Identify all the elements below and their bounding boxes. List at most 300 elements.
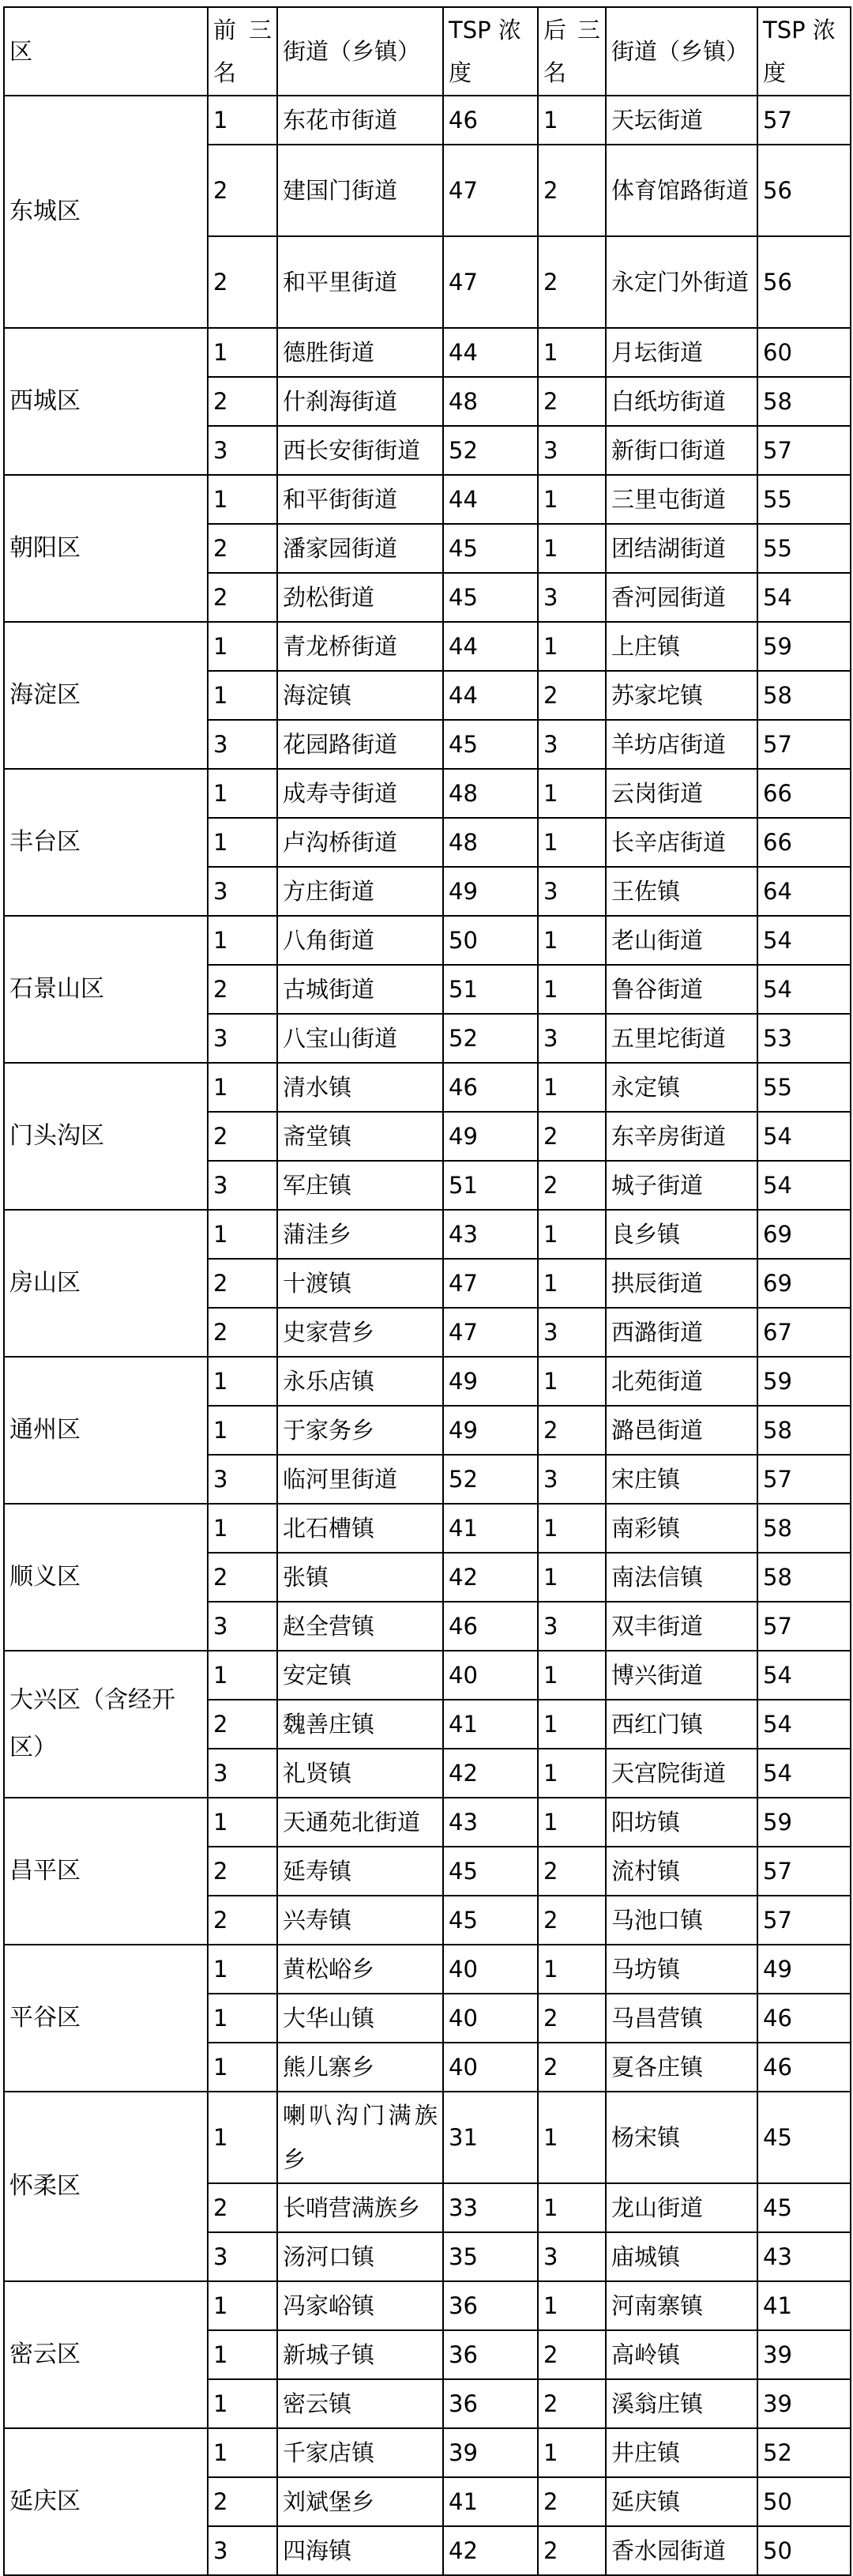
bottom-street-cell: 东辛房街道 (606, 1112, 757, 1161)
top-tsp-cell: 45 (443, 573, 538, 622)
top-rank-cell: 1 (208, 2428, 277, 2477)
top-street-cell: 延寿镇 (277, 1847, 443, 1896)
top-tsp-cell: 40 (443, 2043, 538, 2092)
top-tsp-cell: 44 (443, 671, 538, 720)
bottom-tsp-cell: 54 (757, 573, 851, 622)
bottom-street-cell: 上庄镇 (606, 622, 757, 671)
top-street-cell: 德胜街道 (277, 328, 443, 377)
tsp-ranking-table (3, 6, 851, 2576)
table-row (4, 1945, 851, 1994)
top-rank-cell: 1 (208, 96, 277, 145)
top-rank-cell: 1 (208, 1063, 277, 1112)
top-rank-cell: 1 (208, 2092, 277, 2183)
bottom-tsp-cell: 43 (757, 2232, 851, 2281)
top-street-cell: 蒲洼乡 (277, 1210, 443, 1259)
top-street-cell: 斋堂镇 (277, 1112, 443, 1161)
top-rank-cell: 3 (208, 426, 277, 475)
bottom-tsp-cell: 58 (757, 377, 851, 426)
district-name-cell: 通州区 (4, 1357, 208, 1504)
top-tsp-cell: 40 (443, 1994, 538, 2043)
bottom-tsp-cell: 53 (757, 1014, 851, 1063)
top-tsp-cell: 42 (443, 2526, 538, 2575)
bottom-tsp-cell: 57 (757, 1602, 851, 1651)
bottom-tsp-cell: 57 (757, 96, 851, 145)
table-row (4, 1063, 851, 1112)
top-rank-cell: 1 (208, 2379, 277, 2428)
top-tsp-cell: 45 (443, 524, 538, 573)
bottom-rank-cell: 1 (538, 818, 606, 867)
top-tsp-cell: 43 (443, 1210, 538, 1259)
bottom-rank-cell: 1 (538, 96, 606, 145)
table-row (4, 916, 851, 965)
bottom-street-cell: 鲁谷街道 (606, 965, 757, 1014)
top-rank-cell: 1 (208, 1994, 277, 2043)
top-street-cell: 军庄镇 (277, 1161, 443, 1210)
top-tsp-cell: 41 (443, 2477, 538, 2526)
top-street-cell: 潘家园街道 (277, 524, 443, 573)
bottom-street-cell: 博兴街道 (606, 1651, 757, 1700)
top-tsp-cell: 42 (443, 1553, 538, 1602)
bottom-rank-cell: 2 (538, 1896, 606, 1945)
table-row (4, 1504, 851, 1553)
top-street-cell: 海淀镇 (277, 671, 443, 720)
bottom-street-cell: 永定门外街道 (606, 236, 757, 328)
district-name-cell: 平谷区 (4, 1945, 208, 2092)
bottom-street-cell: 河南寨镇 (606, 2281, 757, 2330)
top-tsp-cell: 49 (443, 867, 538, 916)
top-street-cell: 清水镇 (277, 1063, 443, 1112)
top-street-cell: 古城街道 (277, 965, 443, 1014)
top-street-cell: 于家务乡 (277, 1406, 443, 1455)
bottom-street-cell: 阳坊镇 (606, 1798, 757, 1847)
bottom-street-cell: 香河园街道 (606, 573, 757, 622)
district-name-cell: 石景山区 (4, 916, 208, 1063)
top-tsp-cell: 47 (443, 236, 538, 328)
bottom-street-cell: 延庆镇 (606, 2477, 757, 2526)
top-tsp-cell: 49 (443, 1357, 538, 1406)
top-street-cell: 青龙桥街道 (277, 622, 443, 671)
top-rank-cell: 1 (208, 475, 277, 524)
bottom-tsp-cell: 39 (757, 2330, 851, 2379)
bottom-street-cell: 杨宋镇 (606, 2092, 757, 2183)
table-row (4, 1357, 851, 1406)
bottom-street-cell: 城子街道 (606, 1161, 757, 1210)
bottom-rank-cell: 1 (538, 916, 606, 965)
bottom-rank-cell: 1 (538, 1259, 606, 1308)
top-rank-cell: 1 (208, 818, 277, 867)
top-rank-cell: 1 (208, 1357, 277, 1406)
top-rank-cell: 1 (208, 769, 277, 818)
bottom-street-cell: 永定镇 (606, 1063, 757, 1112)
header-bottom-rank: 后三名 (538, 7, 606, 96)
district-name-cell: 丰台区 (4, 769, 208, 916)
bottom-rank-cell: 2 (538, 145, 606, 236)
bottom-street-cell: 流村镇 (606, 1847, 757, 1896)
bottom-rank-cell: 1 (538, 1945, 606, 1994)
district-name-cell: 昌平区 (4, 1798, 208, 1945)
bottom-rank-cell: 1 (538, 769, 606, 818)
top-tsp-cell: 33 (443, 2183, 538, 2232)
top-tsp-cell: 48 (443, 818, 538, 867)
table-row (4, 769, 851, 818)
bottom-rank-cell: 2 (538, 1112, 606, 1161)
header-district: 区 (4, 7, 208, 96)
top-tsp-cell: 45 (443, 720, 538, 769)
bottom-street-cell: 井庄镇 (606, 2428, 757, 2477)
top-street-cell: 冯家峪镇 (277, 2281, 443, 2330)
bottom-street-cell: 云岗街道 (606, 769, 757, 818)
district-name-cell: 东城区 (4, 96, 208, 328)
bottom-street-cell: 月坛街道 (606, 328, 757, 377)
bottom-rank-cell: 1 (538, 2281, 606, 2330)
bottom-tsp-cell: 64 (757, 867, 851, 916)
bottom-street-cell: 天坛街道 (606, 96, 757, 145)
bottom-street-cell: 马池口镇 (606, 1896, 757, 1945)
bottom-tsp-cell: 45 (757, 2092, 851, 2183)
bottom-rank-cell: 2 (538, 1847, 606, 1896)
top-street-cell: 史家营乡 (277, 1308, 443, 1357)
bottom-rank-cell: 1 (538, 1700, 606, 1749)
top-street-cell: 东花市街道 (277, 96, 443, 145)
top-street-cell: 安定镇 (277, 1651, 443, 1700)
bottom-tsp-cell: 54 (757, 1651, 851, 1700)
district-name-cell: 密云区 (4, 2281, 208, 2428)
bottom-tsp-cell: 55 (757, 524, 851, 573)
top-tsp-cell: 44 (443, 475, 538, 524)
top-tsp-cell: 45 (443, 1896, 538, 1945)
district-name-cell: 怀柔区 (4, 2092, 208, 2281)
bottom-street-cell: 三里屯街道 (606, 475, 757, 524)
bottom-tsp-cell: 56 (757, 236, 851, 328)
top-rank-cell: 1 (208, 1406, 277, 1455)
bottom-street-cell: 王佐镇 (606, 867, 757, 916)
bottom-rank-cell: 1 (538, 1210, 606, 1259)
top-street-cell: 喇叭沟门满族乡 (277, 2092, 443, 2183)
top-tsp-cell: 41 (443, 1700, 538, 1749)
top-street-cell: 花园路街道 (277, 720, 443, 769)
bottom-rank-cell: 1 (538, 475, 606, 524)
bottom-rank-cell: 1 (538, 1504, 606, 1553)
top-rank-cell: 1 (208, 1504, 277, 1553)
bottom-tsp-cell: 59 (757, 1798, 851, 1847)
bottom-rank-cell: 1 (538, 1651, 606, 1700)
top-street-cell: 八宝山街道 (277, 1014, 443, 1063)
top-rank-cell: 3 (208, 867, 277, 916)
top-rank-cell: 1 (208, 671, 277, 720)
top-tsp-cell: 40 (443, 1651, 538, 1700)
table-row (4, 2281, 851, 2330)
top-tsp-cell: 48 (443, 377, 538, 426)
bottom-tsp-cell: 66 (757, 769, 851, 818)
bottom-rank-cell: 3 (538, 1308, 606, 1357)
top-tsp-cell: 43 (443, 1798, 538, 1847)
district-name-cell: 延庆区 (4, 2428, 208, 2575)
top-street-cell: 兴寿镇 (277, 1896, 443, 1945)
top-rank-cell: 3 (208, 2232, 277, 2281)
top-street-cell: 成寿寺街道 (277, 769, 443, 818)
bottom-rank-cell: 1 (538, 1063, 606, 1112)
bottom-tsp-cell: 67 (757, 1308, 851, 1357)
top-rank-cell: 2 (208, 1112, 277, 1161)
top-rank-cell: 1 (208, 1210, 277, 1259)
bottom-street-cell: 西潞街道 (606, 1308, 757, 1357)
bottom-tsp-cell: 57 (757, 720, 851, 769)
bottom-street-cell: 高岭镇 (606, 2330, 757, 2379)
table-row (4, 1210, 851, 1259)
top-rank-cell: 3 (208, 1602, 277, 1651)
top-street-cell: 赵全营镇 (277, 1602, 443, 1651)
bottom-rank-cell: 1 (538, 328, 606, 377)
bottom-rank-cell: 2 (538, 2330, 606, 2379)
bottom-tsp-cell: 69 (757, 1259, 851, 1308)
top-tsp-cell: 51 (443, 1161, 538, 1210)
bottom-tsp-cell: 46 (757, 1994, 851, 2043)
bottom-street-cell: 长辛店街道 (606, 818, 757, 867)
bottom-street-cell: 苏家坨镇 (606, 671, 757, 720)
top-rank-cell: 3 (208, 1455, 277, 1504)
table-row (4, 2092, 851, 2183)
top-rank-cell: 2 (208, 236, 277, 328)
top-tsp-cell: 35 (443, 2232, 538, 2281)
bottom-rank-cell: 3 (538, 720, 606, 769)
top-street-cell: 西长安街街道 (277, 426, 443, 475)
top-street-cell: 永乐店镇 (277, 1357, 443, 1406)
bottom-street-cell: 新街口街道 (606, 426, 757, 475)
top-rank-cell: 3 (208, 1161, 277, 1210)
top-rank-cell: 1 (208, 916, 277, 965)
bottom-tsp-cell: 59 (757, 1357, 851, 1406)
top-tsp-cell: 46 (443, 96, 538, 145)
top-rank-cell: 2 (208, 573, 277, 622)
bottom-rank-cell: 2 (538, 236, 606, 328)
bottom-tsp-cell: 60 (757, 328, 851, 377)
bottom-tsp-cell: 57 (757, 1896, 851, 1945)
bottom-rank-cell: 3 (538, 573, 606, 622)
bottom-tsp-cell: 58 (757, 1406, 851, 1455)
bottom-rank-cell: 2 (538, 671, 606, 720)
bottom-rank-cell: 3 (538, 2232, 606, 2281)
bottom-rank-cell: 2 (538, 2526, 606, 2575)
top-rank-cell: 2 (208, 524, 277, 573)
top-street-cell: 张镇 (277, 1553, 443, 1602)
top-tsp-cell: 39 (443, 2428, 538, 2477)
top-rank-cell: 1 (208, 1798, 277, 1847)
bottom-street-cell: 南法信镇 (606, 1553, 757, 1602)
bottom-tsp-cell: 49 (757, 1945, 851, 1994)
top-tsp-cell: 47 (443, 1308, 538, 1357)
top-tsp-cell: 46 (443, 1063, 538, 1112)
bottom-tsp-cell: 55 (757, 1063, 851, 1112)
bottom-street-cell: 溪翁庄镇 (606, 2379, 757, 2428)
bottom-rank-cell: 2 (538, 1994, 606, 2043)
bottom-rank-cell: 1 (538, 2183, 606, 2232)
top-rank-cell: 2 (208, 1553, 277, 1602)
bottom-street-cell: 双丰街道 (606, 1602, 757, 1651)
top-rank-cell: 3 (208, 720, 277, 769)
top-tsp-cell: 41 (443, 1504, 538, 1553)
table-row (4, 328, 851, 377)
top-tsp-cell: 50 (443, 916, 538, 965)
top-tsp-cell: 31 (443, 2092, 538, 2183)
bottom-street-cell: 拱辰街道 (606, 1259, 757, 1308)
top-street-cell: 新城子镇 (277, 2330, 443, 2379)
header-top-street: 街道（乡镇） (277, 7, 443, 96)
bottom-rank-cell: 2 (538, 1161, 606, 1210)
top-street-cell: 十渡镇 (277, 1259, 443, 1308)
top-rank-cell: 1 (208, 2043, 277, 2092)
bottom-tsp-cell: 46 (757, 2043, 851, 2092)
top-rank-cell: 2 (208, 1896, 277, 1945)
bottom-street-cell: 马昌营镇 (606, 1994, 757, 2043)
top-rank-cell: 3 (208, 1014, 277, 1063)
bottom-tsp-cell: 57 (757, 426, 851, 475)
bottom-rank-cell: 1 (538, 2428, 606, 2477)
bottom-rank-cell: 1 (538, 1798, 606, 1847)
top-street-cell: 建国门街道 (277, 145, 443, 236)
bottom-rank-cell: 2 (538, 377, 606, 426)
bottom-street-cell: 夏各庄镇 (606, 2043, 757, 2092)
bottom-street-cell: 老山街道 (606, 916, 757, 965)
bottom-street-cell: 五里坨街道 (606, 1014, 757, 1063)
district-name-cell: 海淀区 (4, 622, 208, 769)
top-tsp-cell: 52 (443, 1014, 538, 1063)
district-name-cell: 大兴区（含经开区） (4, 1651, 208, 1798)
top-rank-cell: 3 (208, 1749, 277, 1798)
top-rank-cell: 2 (208, 2183, 277, 2232)
bottom-rank-cell: 1 (538, 2092, 606, 2183)
top-rank-cell: 3 (208, 2526, 277, 2575)
top-tsp-cell: 36 (443, 2281, 538, 2330)
bottom-rank-cell: 1 (538, 1749, 606, 1798)
header-bottom-street: 街道（乡镇） (606, 7, 757, 96)
bottom-rank-cell: 3 (538, 1014, 606, 1063)
bottom-rank-cell: 3 (538, 426, 606, 475)
top-street-cell: 汤河口镇 (277, 2232, 443, 2281)
top-rank-cell: 1 (208, 2330, 277, 2379)
top-street-cell: 礼贤镇 (277, 1749, 443, 1798)
top-tsp-cell: 42 (443, 1749, 538, 1798)
bottom-rank-cell: 1 (538, 524, 606, 573)
top-street-cell: 北石槽镇 (277, 1504, 443, 1553)
top-street-cell: 黄松峪乡 (277, 1945, 443, 1994)
bottom-rank-cell: 2 (538, 2043, 606, 2092)
top-rank-cell: 2 (208, 2477, 277, 2526)
bottom-street-cell: 南彩镇 (606, 1504, 757, 1553)
bottom-rank-cell: 1 (538, 622, 606, 671)
district-name-cell: 朝阳区 (4, 475, 208, 622)
top-tsp-cell: 36 (443, 2330, 538, 2379)
bottom-tsp-cell: 39 (757, 2379, 851, 2428)
bottom-tsp-cell: 50 (757, 2526, 851, 2575)
top-rank-cell: 2 (208, 377, 277, 426)
bottom-street-cell: 龙山街道 (606, 2183, 757, 2232)
bottom-tsp-cell: 54 (757, 1749, 851, 1798)
top-tsp-cell: 45 (443, 1847, 538, 1896)
table-row (4, 96, 851, 145)
top-street-cell: 四海镇 (277, 2526, 443, 2575)
bottom-rank-cell: 3 (538, 867, 606, 916)
district-name-cell: 房山区 (4, 1210, 208, 1357)
top-street-cell: 魏善庄镇 (277, 1700, 443, 1749)
bottom-street-cell: 天宫院街道 (606, 1749, 757, 1798)
bottom-street-cell: 潞邑街道 (606, 1406, 757, 1455)
bottom-rank-cell: 1 (538, 1553, 606, 1602)
bottom-rank-cell: 3 (538, 1602, 606, 1651)
top-street-cell: 什刹海街道 (277, 377, 443, 426)
bottom-tsp-cell: 54 (757, 1700, 851, 1749)
top-rank-cell: 1 (208, 622, 277, 671)
top-rank-cell: 1 (208, 2281, 277, 2330)
top-tsp-cell: 40 (443, 1945, 538, 1994)
top-street-cell: 密云镇 (277, 2379, 443, 2428)
top-rank-cell: 2 (208, 1700, 277, 1749)
bottom-street-cell: 庙城镇 (606, 2232, 757, 2281)
bottom-street-cell: 宋庄镇 (606, 1455, 757, 1504)
top-street-cell: 和平里街道 (277, 236, 443, 328)
bottom-tsp-cell: 55 (757, 475, 851, 524)
bottom-tsp-cell: 58 (757, 671, 851, 720)
bottom-street-cell: 北苑街道 (606, 1357, 757, 1406)
top-street-cell: 八角街道 (277, 916, 443, 965)
top-street-cell: 劲松街道 (277, 573, 443, 622)
bottom-street-cell: 体育馆路街道 (606, 145, 757, 236)
top-street-cell: 刘斌堡乡 (277, 2477, 443, 2526)
bottom-tsp-cell: 59 (757, 622, 851, 671)
top-street-cell: 长哨营满族乡 (277, 2183, 443, 2232)
top-tsp-cell: 48 (443, 769, 538, 818)
bottom-rank-cell: 2 (538, 1406, 606, 1455)
top-street-cell: 和平街街道 (277, 475, 443, 524)
table-row (4, 1651, 851, 1700)
top-tsp-cell: 49 (443, 1406, 538, 1455)
top-tsp-cell: 52 (443, 426, 538, 475)
top-tsp-cell: 36 (443, 2379, 538, 2428)
bottom-tsp-cell: 45 (757, 2183, 851, 2232)
top-tsp-cell: 47 (443, 1259, 538, 1308)
bottom-street-cell: 团结湖街道 (606, 524, 757, 573)
top-tsp-cell: 46 (443, 1602, 538, 1651)
top-street-cell: 千家店镇 (277, 2428, 443, 2477)
bottom-tsp-cell: 57 (757, 1455, 851, 1504)
bottom-rank-cell: 1 (538, 965, 606, 1014)
top-rank-cell: 1 (208, 1945, 277, 1994)
bottom-tsp-cell: 54 (757, 965, 851, 1014)
bottom-rank-cell: 1 (538, 1357, 606, 1406)
top-tsp-cell: 51 (443, 965, 538, 1014)
top-rank-cell: 2 (208, 1847, 277, 1896)
top-tsp-cell: 47 (443, 145, 538, 236)
top-street-cell: 卢沟桥街道 (277, 818, 443, 867)
bottom-street-cell: 香水园街道 (606, 2526, 757, 2575)
table-row (4, 1798, 851, 1847)
bottom-street-cell: 羊坊店街道 (606, 720, 757, 769)
bottom-tsp-cell: 69 (757, 1210, 851, 1259)
table-row (4, 622, 851, 671)
table-header-row (4, 7, 851, 96)
top-tsp-cell: 44 (443, 622, 538, 671)
table-row (4, 475, 851, 524)
top-rank-cell: 2 (208, 1308, 277, 1357)
top-rank-cell: 1 (208, 328, 277, 377)
bottom-tsp-cell: 58 (757, 1504, 851, 1553)
bottom-tsp-cell: 57 (757, 1847, 851, 1896)
bottom-rank-cell: 2 (538, 2379, 606, 2428)
bottom-street-cell: 西红门镇 (606, 1700, 757, 1749)
top-street-cell: 天通苑北街道 (277, 1798, 443, 1847)
bottom-rank-cell: 3 (538, 1455, 606, 1504)
bottom-street-cell: 马坊镇 (606, 1945, 757, 1994)
top-tsp-cell: 44 (443, 328, 538, 377)
